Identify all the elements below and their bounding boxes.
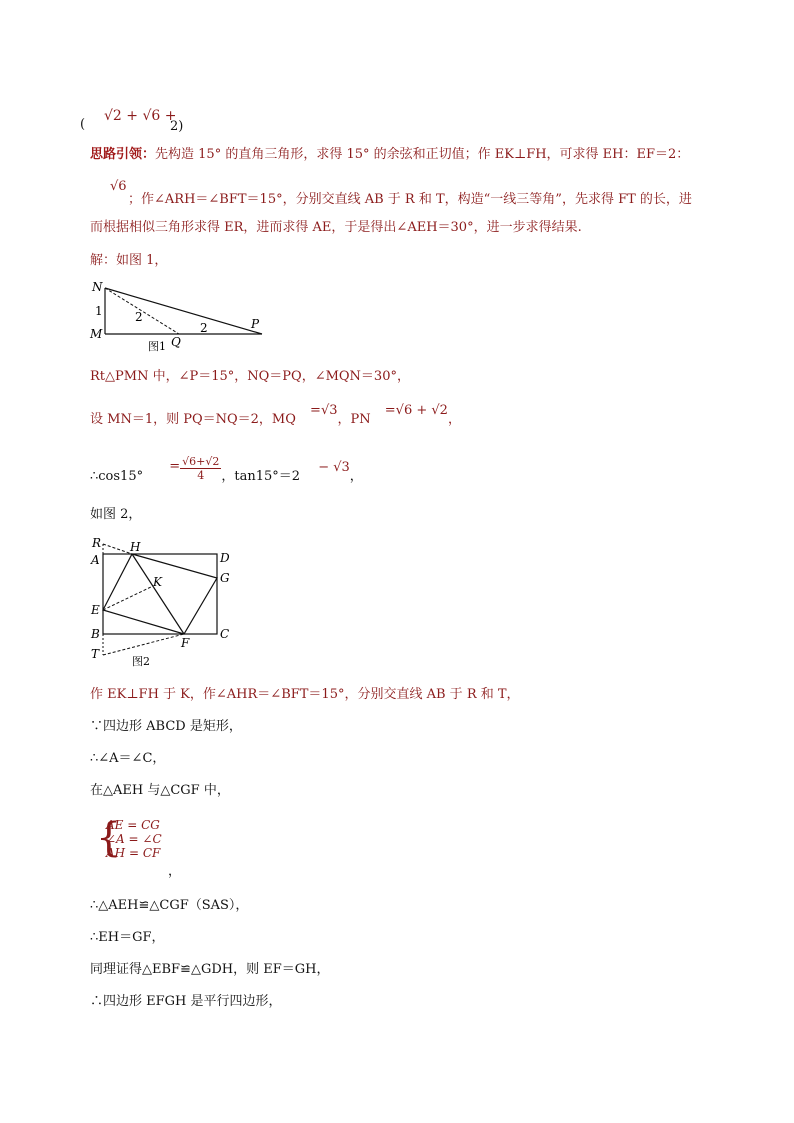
step-2: ∵四边形 ABCD 是矩形， — [90, 719, 242, 734]
step-8: ∴四边形 EFGH 是平行四边形， — [90, 994, 282, 1009]
step-3: ∴∠A＝∠C， — [90, 751, 166, 766]
fig1-label-qp: 2 — [200, 321, 208, 335]
top-expression: √2 + √6 + — [104, 108, 177, 124]
top-expression-tail: 2) — [170, 119, 184, 134]
fig2-label-b: B — [91, 627, 100, 641]
solution-intro: 解：如图 1， — [90, 253, 168, 268]
figure-2 — [86, 534, 246, 672]
cos-fraction — [180, 455, 221, 482]
line-set — [90, 403, 461, 428]
line-set-mq-value: =√3 — [310, 403, 338, 418]
system-line-1: AE = CG — [106, 818, 160, 832]
figure-1 — [86, 276, 276, 356]
line-set-pn: ，PN — [337, 412, 371, 427]
fig2-label-e: E — [91, 603, 100, 617]
fig1-label-n: N — [92, 280, 103, 294]
step-4: 在△AEH 与△CGF 中， — [90, 783, 230, 798]
fig2-label-a: A — [91, 553, 100, 567]
paren-open: ( — [80, 117, 86, 132]
fig2-caption: 图2 — [132, 655, 150, 668]
fig1-label-nq: 2 — [135, 310, 143, 324]
fig2-segment-ek — [103, 586, 153, 610]
fig2-segment-tf — [103, 634, 184, 655]
fig2-parallelogram-efgh — [103, 554, 217, 634]
fig2-segment-rh — [103, 544, 132, 554]
hint-text-3: 而根据相似三角形求得 ER，进而求得 AE，于是得出∠AEH＝30°，进一步求得结果. — [90, 220, 582, 235]
hint-sqrt6: √6 — [110, 179, 127, 194]
cos-label: ∴cos15° — [90, 469, 144, 485]
hint-line-1 — [90, 147, 689, 163]
hint-label: 思路引领： — [90, 147, 156, 162]
fig2-label-r: R — [92, 536, 102, 550]
system-brace: { — [96, 815, 122, 861]
fig2-rectangle-abcd — [103, 554, 217, 634]
fig1-label-m: M — [90, 327, 103, 341]
fig1-segment-np — [105, 288, 262, 334]
fig1-label-q: Q — [171, 335, 181, 349]
cos-fraction-den: 4 — [197, 469, 205, 483]
hint-text-1: 先构造 15° 的直角三角形，求得 15° 的余弦和正切值；作 EK⊥FH，可求得 EH：EF＝2： — [155, 147, 690, 162]
equation-system — [96, 815, 162, 861]
fig2-label-c: C — [220, 627, 230, 641]
hint-text-2: ；作∠ARH＝∠BFT＝15°，分别交直线 AB 于 R 和 T，构造“一线三等角”，先求得 FT 的长，进 — [128, 192, 692, 207]
fig2-label-h: H — [130, 540, 141, 554]
fig1-label-p: P — [251, 317, 260, 331]
step-5: ∴△AEH≌△CGF（SAS）， — [90, 898, 249, 913]
line-cos: ∴cos15° = $\frac{√6+√2}{4}$ ，tan15°＝2 − √3， — [90, 455, 363, 485]
fig2-label-t: T — [91, 647, 100, 661]
line-set-end: ， — [447, 412, 461, 427]
line-cos-end: ， — [349, 469, 363, 485]
line-rt: Rt△PMN 中，∠P＝15°，NQ＝PQ，∠MQN＝30°， — [90, 369, 410, 384]
fig1-label-mn: 1 — [95, 304, 103, 318]
system-line-3: AH = CF — [106, 846, 161, 860]
fig1-caption: 图1 — [148, 340, 166, 353]
line-set-text: 设 MN＝1，则 PQ＝NQ＝2，MQ — [90, 412, 296, 427]
system-end: ， — [168, 864, 182, 879]
step-1: 作 EK⊥FH 于 K，作∠AHR＝∠BFT＝15°，分别交直线 AB 于 R 和 T， — [90, 687, 520, 702]
fig2-intro: 如图 2， — [90, 507, 142, 522]
step-6: ∴EH＝GF， — [90, 930, 165, 945]
cos-fraction-num: √6+√2 — [182, 455, 220, 468]
tan-label: ，tan15°＝2 — [221, 469, 301, 485]
fig2-label-g: G — [220, 571, 230, 585]
fig2-label-d: D — [220, 551, 230, 565]
fig2-label-k: K — [153, 575, 162, 589]
tan-value: − √3 — [318, 460, 350, 476]
step-7: 同理证得△EBF≌△GDH，则 EF＝GH， — [90, 962, 330, 977]
line-set-pn-value: =√6 + √2 — [384, 403, 448, 418]
fig2-label-f: F — [181, 636, 190, 650]
system-line-2: ∠A = ∠C — [106, 832, 162, 846]
